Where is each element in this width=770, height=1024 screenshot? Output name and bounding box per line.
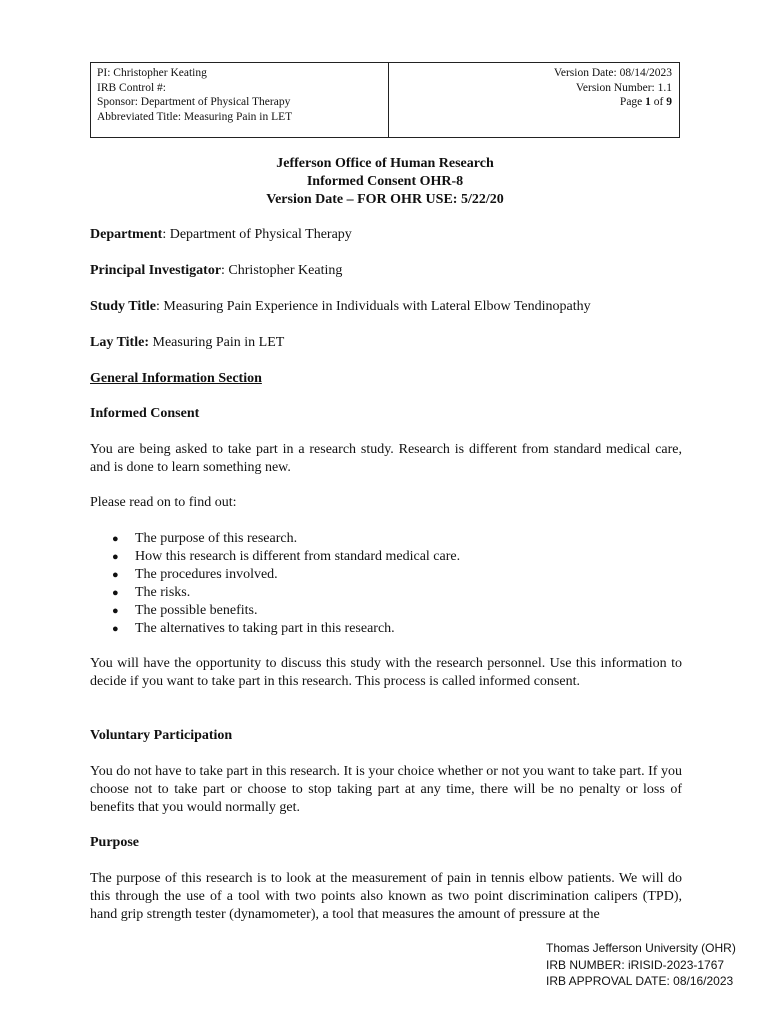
general-info-heading: General Information Section xyxy=(90,371,262,386)
header-version-date: Version Date: 08/14/2023 xyxy=(553,67,672,79)
page-of: of xyxy=(650,96,667,108)
lay-title-label: Lay Title: xyxy=(90,335,149,350)
informed-consent-paragraph-3: You will have the opportunity to discuss this study with the research personnel. Use this information to decide if you want to take part in this research. This process is called informed consent. xyxy=(90,656,682,689)
informed-consent-paragraph-1: You are being asked to take part in a research study. Research is different from standard medical care, and is done to learn something new. xyxy=(90,442,682,475)
study-title-field xyxy=(90,298,682,316)
list-item: ● How this research is different from standard medical care. xyxy=(90,548,682,566)
irb-approval-date: IRB APPROVAL DATE: 08/16/2023 xyxy=(546,974,734,988)
header-irb-control: IRB Control #: xyxy=(97,81,167,94)
list-item: ● The possible benefits. xyxy=(90,602,682,620)
lay-title-value: Measuring Pain in LET xyxy=(149,335,285,350)
department-label: Department xyxy=(90,227,163,242)
department-value: : Department of Physical Therapy xyxy=(162,227,352,242)
study-title-value: : Measuring Pain Experience in Individuals with Lateral Elbow Tendinopathy xyxy=(156,299,591,314)
irb-number: IRB NUMBER: iRISID-2023-1767 xyxy=(546,957,725,972)
header-version-number: Version Number: 1.1 xyxy=(575,81,672,94)
informed-consent-bullet-list xyxy=(90,530,682,638)
list-item: ● The alternatives to taking part in this research. xyxy=(90,620,682,638)
title-form: Informed Consent OHR-8 xyxy=(306,174,464,189)
informed-consent-heading: Informed Consent xyxy=(90,406,200,421)
irb-approval-stamp xyxy=(546,940,736,990)
lay-title-field xyxy=(90,334,682,352)
informed-consent-paragraph-2: Please read on to find out: xyxy=(90,495,237,510)
header-page-number xyxy=(396,95,672,110)
title-office: Jefferson Office of Human Research xyxy=(276,156,494,171)
irb-institution: Thomas Jefferson University (OHR) xyxy=(546,941,736,955)
page-current: 1 xyxy=(645,96,651,108)
header-version-info xyxy=(389,63,679,137)
department-field xyxy=(90,226,682,244)
pi-label: Principal Investigator xyxy=(90,263,222,278)
study-title-label: Study Title xyxy=(90,299,157,314)
header-pi: PI: Christopher Keating xyxy=(97,67,207,79)
pi-value: : Christopher Keating xyxy=(221,263,343,278)
header-sponsor: Sponsor: Department of Physical Therapy xyxy=(97,96,291,108)
voluntary-participation-paragraph: You do not have to take part in this research. It is your choice whether or not you want to take part. If you choose not to take part or choose to stop taking part at any time, there will be no penalty or loss of benefits that you would normally get. xyxy=(90,764,682,815)
list-item: ● The procedures involved. xyxy=(90,566,682,584)
list-item: ● The risks. xyxy=(90,584,682,602)
purpose-heading: Purpose xyxy=(90,835,139,850)
voluntary-participation-heading: Voluntary Participation xyxy=(90,728,233,743)
header-study-info xyxy=(91,63,389,137)
page-total: 9 xyxy=(666,96,672,108)
title-version: Version Date – FOR OHR USE: 5/22/20 xyxy=(266,192,504,207)
pi-field xyxy=(90,262,682,280)
document-title xyxy=(0,155,770,209)
document-header-table xyxy=(90,62,680,138)
list-item: ● The purpose of this research. xyxy=(90,530,682,548)
purpose-paragraph: The purpose of this research is to look at the measurement of pain in tennis elbow patients. We will do this through the use of a tool with two points also known as two point discrimination calipers (TPD), hand grip strength tester (dynamometer), a tool that measures the amount of pressure at the xyxy=(90,871,682,922)
page-prefix: Page xyxy=(619,96,646,108)
header-abbreviated-title: Abbreviated Title: Measuring Pain in LET xyxy=(97,110,293,123)
